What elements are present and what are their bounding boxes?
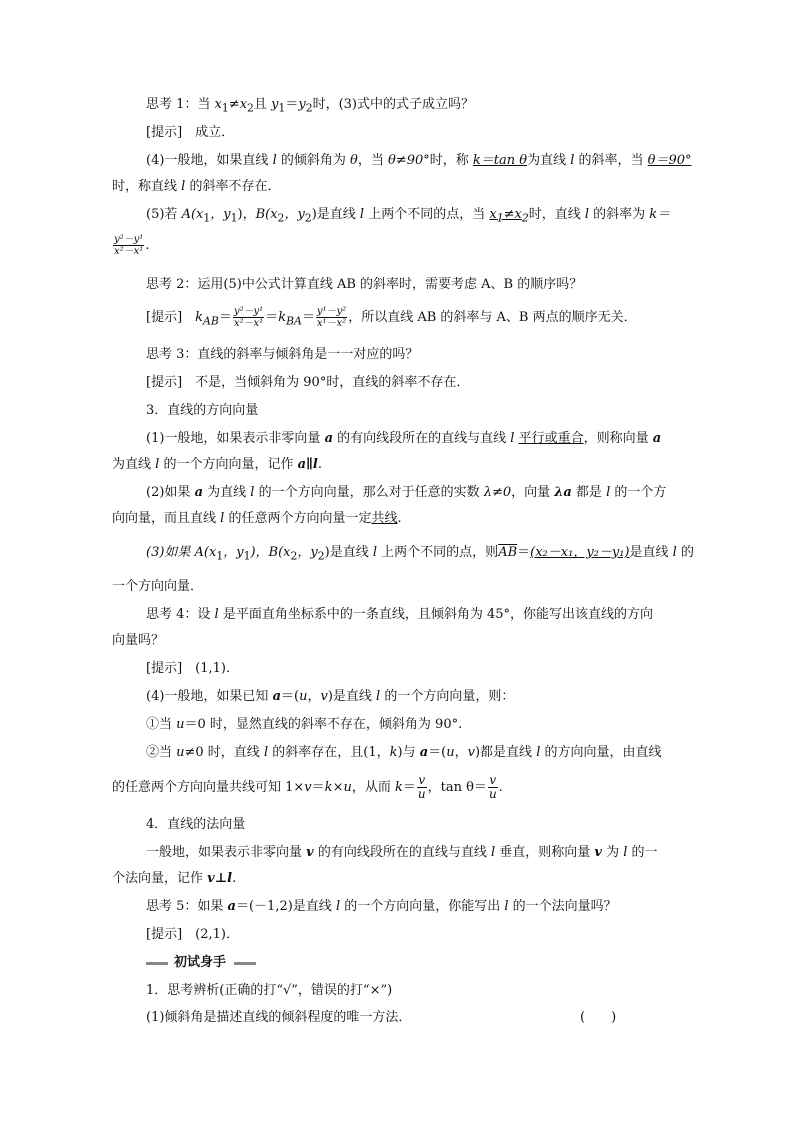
badge-bar-left: [146, 962, 168, 965]
badge-bar-right: [234, 962, 256, 965]
def-4: (4)一般地，如果已知 a＝(u，v)是直线 l 的一个方向向量，则：: [146, 689, 515, 704]
section-4-title: 4．直线的法向量: [146, 817, 246, 832]
def-3-line-1: (3)如果 $A(x_1$，$y_1$)，$B(x_2$，$y_2$)是直线 l 上两个不同的点，则$\overline{AB}=(x_2-x_1$，y₂－y₁)是直线 l 的: [146, 545, 694, 563]
think-3: 思考 3：直线的斜率与倾斜角是一一对应的吗？: [146, 347, 419, 362]
def-2-line-2: 向向量，而且直线 l 的任意两个方向向量一定共线.: [112, 511, 402, 526]
case-1: ①当 u＝0 时，显然直线的斜率不存在，倾斜角为 90°.: [146, 717, 463, 732]
question-1: 1．思考辨析(正确的打“√”，错误的打“×”): [146, 983, 393, 998]
def-3-line-2: 一个方向向量．: [112, 579, 204, 594]
think-4-line-2: 向量吗？: [112, 633, 165, 648]
normal-def-line-1: 一般地，如果表示非零向量 v 的有向线段所在的直线与直线 l 垂直，则称向量 v 为 l 的一: [146, 845, 658, 860]
def-2-line-1: (2)如果 a 为直线 l 的一个方向向量，那么对于任意的实数 λ≠0，向量 λa 都是 l 的一个方: [146, 485, 667, 500]
hint-2: [提示] $k_{AB}=$ $\frac{\text{y²－y¹}}{\text{x²－x¹}}$ $=k_{BA}=$ $\frac{\text{y¹－y²}}{\text{x¹－x²}}$ ，所以直线 AB 的斜率与 A、B 两点的顺序无关．: [146, 306, 637, 329]
case-2-line-1: ②当 u≠0 时，直线 l 的斜率存在，且(1，k)与 a＝(u，v)都是直线 l 的方向向量，由直线: [146, 745, 662, 760]
think-1: 思考 1：当 $x_1\ne x_2$且 $y_1=y_2$时，(3)式中的式子成立吗？: [146, 97, 474, 115]
para-4-line-2: 时，称直线 l 的斜率不存在．: [112, 179, 281, 194]
para-5-line-1: (5)若 $A(x_1$，$y_1$)，$B(x_2$，$y_2$)是直线 l 上两个不同的点，当 $x_1\ne x_2$时，直线 l 的斜率为 k＝: [146, 207, 671, 225]
para-5-line-2: $\frac{\text{y²－y¹}}{\text{x²－x¹}}$ .: [114, 234, 150, 257]
hint-5: [提示] (2,1)．: [146, 927, 239, 942]
normal-def-line-2: 个法向量，记作 v⊥l.: [112, 871, 237, 886]
section-3-title: 3．直线的方向向量: [146, 403, 259, 418]
hint-4: [提示] (1,1)．: [146, 661, 239, 676]
def-1-line-2: 为直线 l 的一个方向向量，记作 a∥l.: [112, 457, 322, 472]
case-2-line-2: 的任意两个方向向量共线可知 1×v＝k×u，从而 k＝ $\frac{v}{u}$ ，tan θ＝ $\frac{v}{u}$ .: [112, 773, 503, 801]
hint-3: [提示] 不是，当倾斜角为 90°时，直线的斜率不存在．: [146, 375, 470, 390]
para-4-line-1: (4)一般地，如果直线 l 的倾斜角为 θ，当 θ≠90°时，称 k＝tan θ为直线 l 的斜率，当 θ＝90°: [146, 153, 692, 168]
think-4-line-1: 思考 4：设 l 是平面直角坐标系中的一条直线，且倾斜角为 45°，你能写出该直线的方向: [146, 607, 654, 622]
answer-blank[interactable]: ( ): [580, 1010, 617, 1025]
def-1-line-1: (1)一般地，如果表示非零向量 a 的有向线段所在的直线与直线 l 平行或重合，则称向量 a: [146, 431, 662, 446]
question-1-item-1: (1)倾斜角是描述直线的倾斜程度的唯一方法．: [146, 1010, 412, 1025]
badge-label: 初试身手: [168, 954, 232, 972]
slope-fraction: $\frac{\text{y²－y¹}}{\text{x²－x¹}}$: [114, 234, 144, 257]
think-5: 思考 5：如果 a＝(－1,2)是直线 l 的一个方向向量，你能写出 l 的一个法向量吗？: [146, 899, 617, 914]
hint-1: [提示] 成立．: [146, 125, 235, 140]
section-badge: [146, 954, 256, 972]
think-2: 思考 2：运用(5)中公式计算直线 AB 的斜率时，需要考虑 A、B 的顺序吗？: [146, 277, 583, 292]
